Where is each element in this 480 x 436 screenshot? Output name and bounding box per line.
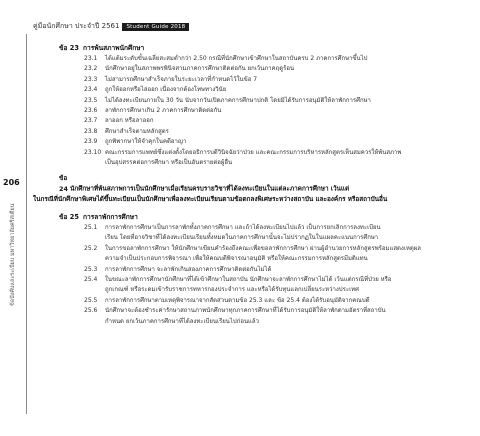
list-item	[84, 265, 474, 275]
list-item	[84, 233, 474, 243]
list-item	[84, 106, 474, 116]
list-item	[84, 306, 474, 316]
section-23-title: การพ้นสภาพนักศึกษา	[83, 44, 145, 52]
list-item	[84, 64, 474, 74]
item-number: 25.2	[84, 244, 98, 252]
item-text: ลาออก หรือลาออก	[105, 117, 154, 125]
side-title: ข้อบังคับและระเบียบ มหาวิทยาลัยคริสเตียน	[10, 203, 16, 306]
item-number: 23.6	[84, 107, 98, 115]
list-item	[84, 148, 474, 158]
item-text: ในการขอลาพักการศึกษา ให้นักศึกษาเขียนคำร้องถึงคณะเพื่อขอลาพักการศึกษา ผ่านผู้อำนวยการหลักสูตรพร้อมแสดงเหตุผล	[105, 244, 421, 252]
item-text: ถูกพิพากษาให้จำคุกในคดีอาญา	[105, 138, 187, 146]
item-number: 25.3	[84, 265, 98, 273]
item-text: ศึกษาสำเร็จตามหลักสูตร	[105, 127, 169, 135]
section-25-number: ข้อ 25	[59, 213, 79, 221]
section-24-line1	[34, 173, 474, 194]
item-text: นักศึกษาจะต้องชำระค่ารักษาสถานภาพนักศึกษาทุกภาคการศึกษาที่ได้รับการอนุมัติให้ลาพักตามอัตราที่สถาบัน	[105, 307, 386, 315]
item-number: 23.5	[84, 96, 98, 104]
item-text: กำหนด ยกเว้นภาคการศึกษาที่ได้ลงทะเบียนเรียนไปก่อนแล้ว	[105, 317, 259, 325]
section-24-line2: ในกรณีที่นักศึกษาพิเศษได้ขึ้นทะเบียนเป็นนักศึกษาเพื่อลงทะเบียนเรียนตามข้อตกลงพิเศษระหว่างสถาบัน และองค์กร หรือสถาบันอื่น	[33, 195, 388, 203]
item-text: การลาพักการศึกษา จะลาพักเกินสองภาคการศึกษาติดต่อกันไม่ได้	[105, 265, 272, 273]
item-text: การลาพักการศึกษาตามเหตุพิจารณาจากสัดส่วนตามข้อ 25.3 และ ข้อ 25.4 ต้องได้รับอนุมัติจากคณบดี	[105, 296, 370, 304]
list-item	[84, 116, 474, 126]
item-text: ถูกเกณฑ์ หรือระดมเข้ารับราชการทหารกองประจำการ และหรือได้รับทุนแลกเปลี่ยนระหว่างประเทศ	[105, 286, 359, 294]
section-23-number: ข้อ 23	[59, 44, 79, 52]
list-item	[84, 275, 474, 285]
item-number: 23.10	[84, 148, 102, 156]
item-text: ลาพักการศึกษาเกิน 2 ภาคการศึกษาติดต่อกัน	[105, 107, 222, 115]
item-text: เป็นอุปสรรคต่อการศึกษา หรือเป็นอันตรายต่อผู้อื่น	[105, 159, 233, 167]
list-item	[84, 254, 474, 264]
item-text: คณะกรรมการแพทย์ซึ่งแต่งตั้งโดยอธิการบดีวินิจฉัยว่าป่วย และคณะกรรมการบริหารหลักสูตรเห็นสมควรให้พ้นสภาพ	[105, 148, 402, 156]
item-number: 25.6	[84, 307, 98, 315]
item-number: 23.2	[84, 65, 98, 73]
header-badge: Student Guide 2018	[122, 23, 189, 31]
section-24	[34, 173, 474, 205]
list-item	[84, 54, 474, 64]
item-number	[84, 254, 105, 264]
list-item	[84, 127, 474, 137]
item-text: นักศึกษาอยู่ในสภาพพรพินิจสามภาคการศึกษาติดต่อกัน ยกเว้นภาคฤดูร้อน	[105, 65, 295, 73]
item-number: 23.4	[84, 86, 98, 94]
list-item	[84, 244, 474, 254]
item-text: ไม่ได้ลงทะเบียนภายใน 30 วัน นับจากวันเปิดภาคการศึกษาปกติ โดยมิได้รับการอนุมัติให้ลาพักการศึกษา	[105, 96, 371, 104]
item-text: ไม่สามารถศึกษาสำเร็จภายในระยะเวลาที่กำหนดไว้ในข้อ 7	[105, 75, 258, 83]
list-item	[84, 137, 474, 147]
item-number	[84, 233, 105, 243]
list-item	[84, 85, 474, 95]
section-25	[34, 211, 474, 327]
item-number: 25.4	[84, 276, 98, 284]
list-item	[84, 296, 474, 306]
item-text: ความจำเป็นประกอบการพิจารณา เพื่อให้คณบดีพิจารณาอนุมัติ หรือให้คณะกรรมการหลักสูตรมีมติแทน	[105, 255, 368, 263]
item-number	[84, 317, 105, 327]
item-text: ในขณะลาพักการศึกษานักศึกษาที่ได้เข้าศึกษาในสถาบัน นักศึกษาจะลาพักการศึกษาไม่ได้ เว้นแต่กรณีที่ป่วย หรือ	[105, 276, 392, 284]
section-25-heading	[34, 211, 474, 223]
section-24-text1: นักศึกษาที่พ้นสภาพการเป็นนักศึกษาเมื่อเรียนครบรายวิชาที่ได้ลงทะเบียนในแต่ละภาคการศึกษา เว้นแต่	[70, 184, 350, 193]
list-item	[84, 158, 474, 168]
side-divider	[26, 34, 27, 414]
page-number: 206	[3, 178, 20, 187]
item-number: 25.5	[84, 296, 98, 304]
item-number: 23.9	[84, 138, 98, 146]
item-number: 23.8	[84, 127, 98, 135]
section-25-title: การลาพักการศึกษา	[83, 213, 138, 221]
item-text: ถูกให้ออกหรือไล่ออก เนื่องจากต้องโทษทางวินัย	[105, 86, 227, 94]
item-text: ได้แต้มระดับขั้นเฉลี่ยสะสมต่ำกว่า 2.50 กรณีที่นักศึกษาเข้าศึกษาในสถาบันครบ 2 ภาคการศึกษาขึ้นไป	[105, 55, 368, 62]
list-item	[84, 285, 474, 295]
section-23	[34, 42, 474, 168]
page-header	[33, 21, 189, 32]
section-25-items	[84, 223, 474, 327]
item-number: 23.3	[84, 75, 98, 83]
item-number: 25.1	[84, 224, 98, 231]
header-title: คู่มือนักศึกษา ประจำปี 2561	[33, 22, 120, 30]
item-number	[84, 285, 105, 295]
list-item	[84, 75, 474, 85]
section-24-number: ข้อ 24	[59, 174, 68, 193]
section-23-heading	[34, 42, 474, 54]
item-text: การลาพักการศึกษาเป็นการลาพักทั้งภาคการศึกษา และถ้าได้ลงทะเบียนไปแล้ว เป็นการยกเลิกการลงทะเบียน	[105, 224, 381, 231]
list-item	[84, 317, 474, 327]
section-23-items	[84, 54, 474, 168]
item-number: 23.1	[84, 55, 98, 62]
list-item	[84, 223, 474, 233]
item-number	[84, 158, 105, 168]
item-number: 23.7	[84, 117, 98, 125]
item-text: เรียน โดยที่อาจวิชาที่ได้ลงทะเบียนเรียนทั้งหมดในภาคการศึกษานั้นจะไม่ปรากฏในในแผลคะแนนการศึกษา	[105, 234, 379, 242]
list-item	[84, 96, 474, 106]
